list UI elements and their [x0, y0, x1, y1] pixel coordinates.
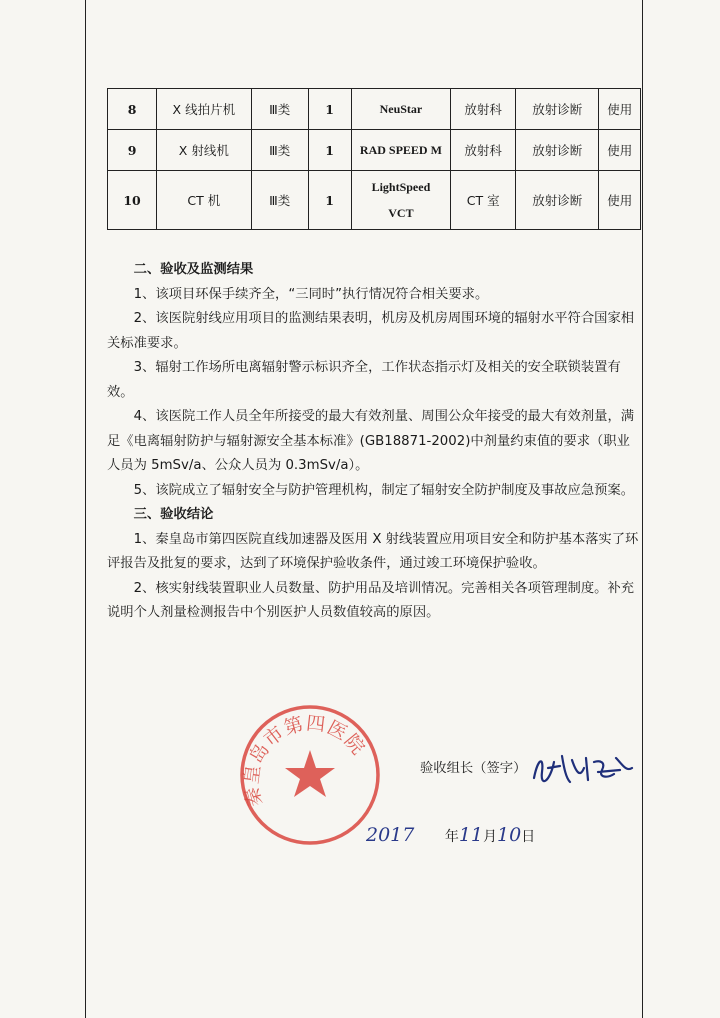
cell-category: Ⅲ类 [251, 130, 308, 171]
signature-label: 验收组长（签字） [420, 761, 527, 776]
cell-use: 放射诊断 [516, 171, 599, 230]
cell-location: 放射科 [451, 130, 516, 171]
handwritten-signature [528, 748, 638, 788]
result-item-1: 1、该项目环保手续齐全，“三同时”执行情况符合相关要求。 [133, 286, 489, 302]
table-row [108, 171, 641, 230]
section-acceptance-results [107, 258, 639, 626]
table-row [108, 130, 641, 171]
equipment-table [107, 88, 641, 230]
section-heading: 二、验收及监测结果 [133, 262, 254, 277]
conclusion-item-2: 2、核实射线装置职业人员数量、防护用品及培训情况。完善相关各项管理制度。补充说明个人剂量检测报告中个别医护人员数值较高的原因。 [107, 580, 635, 620]
cell-qty: 1 [308, 130, 351, 171]
cell-qty: 1 [308, 171, 351, 230]
date-day: 10 [497, 824, 522, 846]
cell-model [351, 89, 451, 130]
result-item-4: 4、该医院工作人员全年所接受的最大有效剂量、周围公众年接受的最大有效剂量，满足《电离辐射防护与辐射源安全基本标准》(GB18871-2002)中剂量约束值的要求（职业人员为 5mSv/a、公众人员为 0.3mSv/a）。 [107, 409, 635, 473]
cell-no: 8 [108, 89, 157, 130]
model-line: NeuStar [379, 102, 423, 116]
conclusion-item-1: 1、秦皇岛市第四医院直线加速器及医用 X 射线装置应用项目安全和防护基本落实了环评报告及批复的要求，达到了环境保护验收条件，通过竣工环境保护验收。 [107, 531, 639, 571]
model-line: LightSpeed [371, 180, 431, 194]
cell-name: X 线拍片机 [157, 89, 251, 130]
date-day-suffix: 日 [521, 829, 536, 845]
date-year-suffix: 年 [444, 829, 459, 845]
cell-status: 使用 [599, 130, 641, 171]
cell-category: Ⅲ类 [251, 89, 308, 130]
model-line: RAD SPEED M [359, 143, 442, 157]
cell-qty: 1 [308, 89, 351, 130]
cell-location: 放射科 [451, 89, 516, 130]
date-month: 11 [458, 824, 483, 846]
result-item-3: 3、辐射工作场所电离辐射警示标识齐全，工作状态指示灯及相关的安全联锁装置有效。 [107, 360, 621, 400]
model-line: VCT [388, 206, 414, 220]
cell-name: CT 机 [157, 171, 251, 230]
cell-no: 9 [108, 130, 157, 171]
cell-model [351, 171, 451, 230]
cell-use: 放射诊断 [516, 89, 599, 130]
table-row [108, 89, 641, 130]
date-line [366, 824, 535, 846]
date-year: 2017 [366, 824, 415, 846]
cell-category: Ⅲ类 [251, 171, 308, 230]
svg-text:秦皇岛市第四医院: 秦皇岛市第四医院 [240, 712, 370, 809]
cell-status: 使用 [599, 171, 641, 230]
hospital-seal-stamp [235, 700, 385, 850]
cell-location: CT 室 [451, 171, 516, 230]
cell-status: 使用 [599, 89, 641, 130]
cell-model [351, 130, 451, 171]
result-item-2: 2、该医院射线应用项目的监测结果表明，机房及机房周围环境的辐射水平符合国家相关标准要求。 [107, 311, 635, 351]
date-month-suffix: 月 [483, 829, 497, 845]
cell-use: 放射诊断 [516, 130, 599, 171]
result-item-5: 5、该院成立了辐射安全与防护管理机构，制定了辐射安全防护制度及事故应急预案。 [133, 482, 635, 498]
cell-name: X 射线机 [157, 130, 251, 171]
cell-no: 10 [108, 171, 157, 230]
section-heading: 三、验收结论 [133, 507, 214, 522]
